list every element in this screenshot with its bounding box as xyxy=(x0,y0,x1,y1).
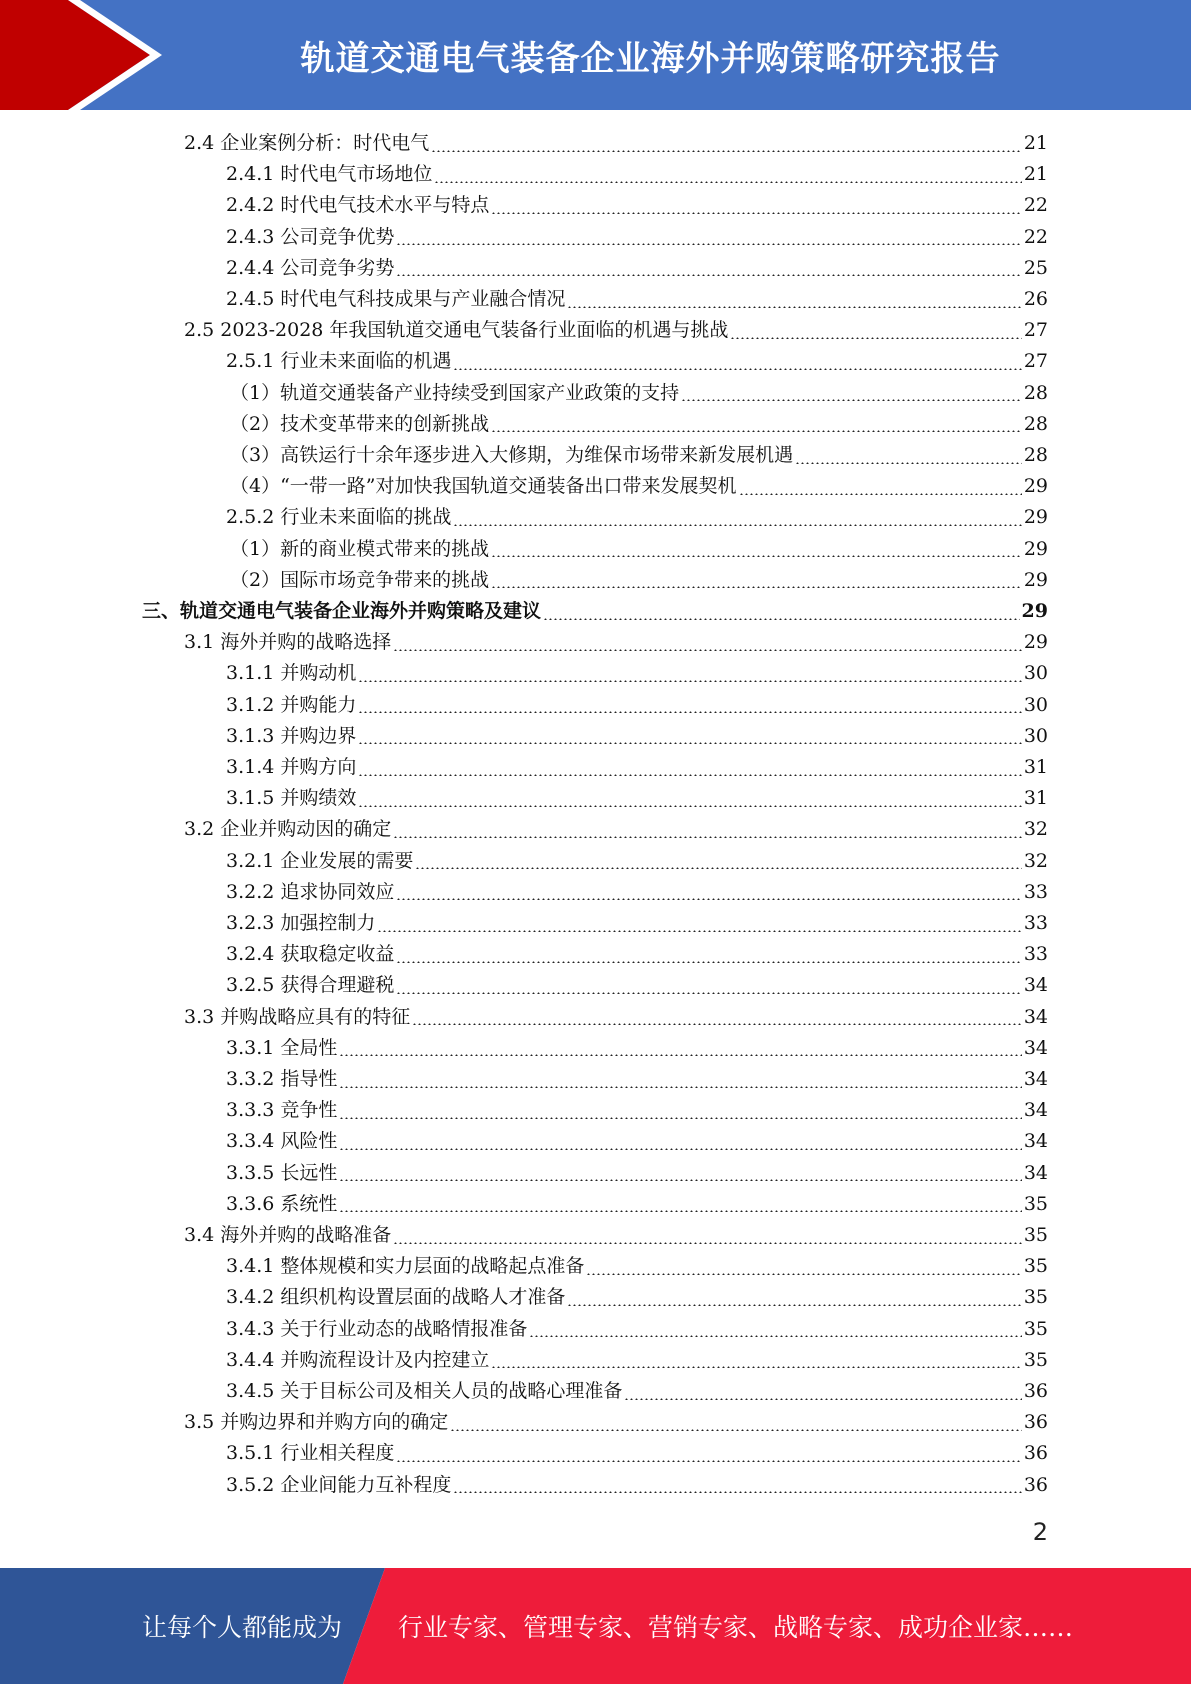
toc-entry[interactable] xyxy=(184,1407,1048,1438)
toc-entry-page: 22 xyxy=(1023,194,1048,217)
toc-entry[interactable] xyxy=(226,1158,1048,1189)
toc-entry-page: 27 xyxy=(1023,350,1048,373)
toc-entry-label: 2.5.1 行业未来面临的机遇 xyxy=(226,350,452,373)
toc-entry-label: （3）高铁运行十余年逐步进入大修期，为维保市场带来新发展机遇 xyxy=(230,444,794,466)
toc-entry[interactable] xyxy=(226,1282,1048,1313)
toc-dot-leader xyxy=(681,399,1022,401)
toc-entry-label: 3.2.5 获得合理避税 xyxy=(226,974,395,997)
toc-entry-label: 2.5 2023-2028 年我国轨道交通电气装备行业面临的机遇与挑战 xyxy=(184,319,729,342)
toc-entry-label: 3.4.4 并购流程设计及内控建立 xyxy=(226,1348,490,1371)
toc-entry-label: 3.3.6 系统性 xyxy=(226,1192,338,1215)
toc-entry-page: 29 xyxy=(1023,506,1048,529)
toc-dot-leader xyxy=(491,555,1022,557)
toc-entry-label: （1）轨道交通装备产业持续受到国家产业政策的支持 xyxy=(230,381,680,404)
toc-entry-label: 3.2.1 企业发展的需要 xyxy=(226,849,414,872)
toc-dot-leader xyxy=(795,462,1022,464)
toc-entry[interactable] xyxy=(226,939,1048,970)
toc-entry-label: 3.2.2 追求协同效应 xyxy=(226,880,395,903)
toc-entry-page: 34 xyxy=(1023,1068,1048,1090)
toc-entry[interactable] xyxy=(184,315,1048,346)
toc-entry-page: 35 xyxy=(1023,1317,1048,1340)
toc-entry-label: 3.4.1 整体规模和实力层面的战略起点准备 xyxy=(226,1255,585,1278)
toc-entry-page: 21 xyxy=(1023,163,1048,186)
toc-entry-page: 26 xyxy=(1023,288,1048,310)
toc-entry-label: （4）“一带一路”对加快我国轨道交通装备出口带来发展契机 xyxy=(230,475,737,498)
toc-entry-label: 3.2.4 获取稳定收益 xyxy=(226,943,395,966)
toc-dot-leader xyxy=(358,774,1021,776)
toc-dot-leader xyxy=(396,898,1021,900)
toc-entry-page: 34 xyxy=(1023,1036,1048,1059)
toc-dot-leader xyxy=(586,1273,1021,1275)
toc-dot-leader xyxy=(453,368,1021,370)
toc-entry-page: 31 xyxy=(1023,787,1048,810)
toc-entry[interactable] xyxy=(226,1438,1048,1469)
toc-dot-leader xyxy=(358,742,1021,744)
toc-dot-leader xyxy=(358,711,1021,713)
toc-entry[interactable] xyxy=(226,159,1048,190)
toc-entry[interactable] xyxy=(230,409,1048,440)
toc-dot-leader xyxy=(396,961,1021,963)
toc-entry-page: 33 xyxy=(1023,880,1048,903)
toc-entry-label: 2.5.2 行业未来面临的挑战 xyxy=(226,506,452,529)
toc-entry[interactable] xyxy=(226,1376,1048,1407)
toc-entry-label: 3.1.3 并购边界 xyxy=(226,724,357,747)
toc-dot-leader xyxy=(396,992,1021,994)
toc-dot-leader xyxy=(339,1086,1021,1088)
toc-entry-page: 32 xyxy=(1023,818,1048,841)
toc-entry[interactable] xyxy=(226,1126,1048,1157)
toc-entry[interactable] xyxy=(226,752,1048,783)
toc-dot-leader xyxy=(339,1148,1021,1150)
toc-entry[interactable] xyxy=(226,721,1048,752)
toc-entry-page: 33 xyxy=(1023,943,1048,966)
toc-dot-leader xyxy=(567,306,1021,308)
toc-entry-page: 36 xyxy=(1023,1473,1048,1496)
toc-entry[interactable] xyxy=(230,440,1048,471)
toc-entry-page: 29 xyxy=(1023,475,1048,498)
toc-entry[interactable] xyxy=(230,378,1048,409)
toc-entry-label: 2.4.1 时代电气市场地位 xyxy=(226,163,433,186)
toc-entry-label: 3.1.4 并购方向 xyxy=(226,756,357,778)
toc-entry-label: 3.3.3 竞争性 xyxy=(226,1099,338,1122)
toc-dot-leader xyxy=(453,1491,1021,1493)
toc-dot-leader xyxy=(491,212,1021,214)
toc-entry-page: 36 xyxy=(1023,1380,1048,1402)
toc-entry-page: 35 xyxy=(1023,1255,1048,1278)
toc-entry[interactable] xyxy=(226,970,1048,1001)
toc-entry[interactable] xyxy=(226,346,1048,377)
toc-entry[interactable] xyxy=(226,1314,1048,1345)
page-footer xyxy=(0,1568,1191,1684)
document-title: 轨道交通电气装备企业海外并购策略研究报告 xyxy=(300,38,1001,79)
toc-entry[interactable] xyxy=(226,1189,1048,1220)
toc-entry-label: 3.4.5 关于目标公司及相关人员的战略心理准备 xyxy=(226,1380,623,1402)
toc-entry[interactable] xyxy=(184,627,1048,658)
toc-entry-page: 27 xyxy=(1023,319,1048,342)
toc-entry-page: 29 xyxy=(1021,600,1048,622)
toc-entry-page: 30 xyxy=(1023,724,1048,747)
toc-entry-page: 30 xyxy=(1023,693,1048,716)
toc-entry-label: 2.4.3 公司竞争优势 xyxy=(226,225,395,248)
page-number: 2 xyxy=(1032,1518,1048,1546)
toc-dot-leader xyxy=(377,930,1021,932)
toc-entry[interactable] xyxy=(226,1251,1048,1282)
toc-entry[interactable] xyxy=(226,877,1048,908)
toc-entry-label: 3.1.5 并购绩效 xyxy=(226,787,357,810)
toc-dot-leader xyxy=(491,1366,1021,1368)
toc-dot-leader xyxy=(415,867,1021,869)
toc-entry-label: 2.4 企业案例分析：时代电气 xyxy=(184,132,430,154)
toc-entry-label: 3.3.4 风险性 xyxy=(226,1130,338,1153)
toc-entry-page: 33 xyxy=(1023,912,1048,934)
toc-entry[interactable] xyxy=(226,284,1048,315)
toc-entry-label: 3.3.5 长远性 xyxy=(226,1161,338,1184)
toc-entry-page: 36 xyxy=(1023,1442,1048,1465)
toc-entry[interactable] xyxy=(226,783,1048,814)
toc-dot-leader xyxy=(434,181,1021,183)
toc-entry-label: 3.3 并购战略应具有的特征 xyxy=(184,1005,411,1028)
toc-entry[interactable] xyxy=(184,1002,1048,1033)
toc-entry-label: 3.1 海外并购的战略选择 xyxy=(184,631,392,654)
toc-entry-page: 25 xyxy=(1023,256,1048,279)
toc-entry-label: 3.3.1 全局性 xyxy=(226,1036,338,1059)
toc-entry[interactable] xyxy=(226,1345,1048,1376)
toc-entry-page: 34 xyxy=(1023,1161,1048,1184)
toc-entry-label: 2.4.2 时代电气技术水平与特点 xyxy=(226,194,490,217)
toc-entry-label: （1）新的商业模式带来的挑战 xyxy=(230,537,490,560)
toc-dot-leader xyxy=(739,493,1022,495)
toc-entry-label: 3.2 企业并购动因的确定 xyxy=(184,818,392,841)
toc-entry-label: （2）技术变革带来的创新挑战 xyxy=(230,412,490,435)
toc-dot-leader xyxy=(567,1304,1021,1306)
toc-dot-leader xyxy=(453,524,1021,526)
toc-entry[interactable] xyxy=(230,565,1048,596)
toc-entry-page: 28 xyxy=(1023,412,1048,435)
toc-entry-label: 三、轨道交通电气装备企业海外并购策略及建议 xyxy=(142,600,542,622)
toc-dot-leader xyxy=(491,586,1022,588)
toc-entry-label: 3.5.1 行业相关程度 xyxy=(226,1442,395,1465)
toc-dot-leader xyxy=(339,1210,1021,1212)
toc-entry-page: 29 xyxy=(1023,568,1048,591)
toc-entry-page: 35 xyxy=(1023,1348,1048,1371)
toc-entry[interactable] xyxy=(226,1033,1048,1064)
toc-entry-page: 34 xyxy=(1023,974,1048,997)
toc-dot-leader xyxy=(393,1242,1022,1244)
toc-entry[interactable] xyxy=(226,1470,1048,1501)
toc-dot-leader xyxy=(393,649,1022,651)
toc-entry-label: 3.2.3 加强控制力 xyxy=(226,912,376,934)
toc-dot-leader xyxy=(491,430,1022,432)
toc-entry-label: （2）国际市场竞争带来的挑战 xyxy=(230,568,490,591)
toc-entry-label: 3.5.2 企业间能力互补程度 xyxy=(226,1473,452,1496)
toc-entry[interactable] xyxy=(226,222,1048,253)
footer-slogan-left: 让每个人都能成为 xyxy=(142,1613,343,1642)
toc-entry[interactable] xyxy=(226,690,1048,721)
toc-entry[interactable] xyxy=(226,502,1048,533)
toc-entry-label: 3.1.1 并购动机 xyxy=(226,662,357,685)
toc-entry[interactable] xyxy=(226,253,1048,284)
toc-entry[interactable] xyxy=(226,658,1048,689)
toc-dot-leader xyxy=(730,337,1021,339)
toc-entry-label: 2.4.5 时代电气科技成果与产业融合情况 xyxy=(226,288,566,310)
toc-entry-page: 29 xyxy=(1023,631,1048,654)
toc-entry[interactable] xyxy=(226,190,1048,221)
toc-dot-leader xyxy=(358,805,1021,807)
toc-entry-page: 34 xyxy=(1023,1130,1048,1153)
footer-slogan-right: 行业专家、管理专家、营销专家、战略专家、成功企业家…… xyxy=(398,1613,1074,1642)
toc-entry-page: 34 xyxy=(1023,1005,1048,1028)
toc-dot-leader xyxy=(339,1179,1021,1181)
toc-entry[interactable] xyxy=(184,814,1048,845)
toc-entry[interactable] xyxy=(230,534,1048,565)
toc-dot-leader xyxy=(396,243,1021,245)
toc-entry[interactable] xyxy=(226,908,1048,939)
toc-dot-leader xyxy=(396,1460,1021,1462)
toc-dot-leader xyxy=(339,1054,1021,1056)
toc-entry-page: 30 xyxy=(1023,662,1048,685)
toc-dot-leader xyxy=(339,1117,1021,1119)
toc-entry-page: 35 xyxy=(1023,1224,1048,1246)
toc-dot-leader xyxy=(358,680,1021,682)
toc-entry[interactable] xyxy=(226,1095,1048,1126)
toc-entry-page: 22 xyxy=(1023,225,1048,248)
toc-entry[interactable] xyxy=(142,596,1048,627)
toc-dot-leader xyxy=(396,274,1021,276)
toc-entry-page: 35 xyxy=(1023,1192,1048,1215)
toc-dot-leader xyxy=(543,618,1020,620)
page-header xyxy=(0,0,1191,110)
toc-entry-label: 3.4.2 组织机构设置层面的战略人才准备 xyxy=(226,1286,566,1309)
toc-entry-label: 2.4.4 公司竞争劣势 xyxy=(226,256,395,279)
toc-entry[interactable] xyxy=(226,1064,1048,1095)
toc-entry-label: 3.4 海外并购的战略准备 xyxy=(184,1224,392,1246)
toc-entry-label: 3.1.2 并购能力 xyxy=(226,693,357,716)
toc-entry[interactable] xyxy=(184,128,1048,159)
toc-entry[interactable] xyxy=(230,471,1048,502)
toc-entry-page: 35 xyxy=(1023,1286,1048,1309)
toc-entry[interactable] xyxy=(184,1220,1048,1251)
toc-dot-leader xyxy=(529,1335,1021,1337)
toc-entry-label: 3.4.3 关于行业动态的战略情报准备 xyxy=(226,1317,528,1340)
toc-dot-leader xyxy=(431,150,1022,152)
toc-entry-page: 28 xyxy=(1023,444,1048,466)
toc-entry[interactable] xyxy=(226,846,1048,877)
toc-entry-page: 31 xyxy=(1023,756,1048,778)
toc-entry-label: 3.5 并购边界和并购方向的确定 xyxy=(184,1411,449,1434)
toc-dot-leader xyxy=(393,836,1022,838)
toc-entry-label: 3.3.2 指导性 xyxy=(226,1068,338,1090)
toc-dot-leader xyxy=(450,1429,1022,1431)
toc-entry-page: 21 xyxy=(1023,132,1048,154)
toc-entry-page: 34 xyxy=(1023,1099,1048,1122)
toc-entry-page: 36 xyxy=(1023,1411,1048,1434)
toc-entry-page: 32 xyxy=(1023,849,1048,872)
toc-entry-page: 29 xyxy=(1023,537,1048,560)
toc-dot-leader xyxy=(412,1023,1022,1025)
toc-entry-page: 28 xyxy=(1023,381,1048,404)
toc-dot-leader xyxy=(624,1398,1021,1400)
